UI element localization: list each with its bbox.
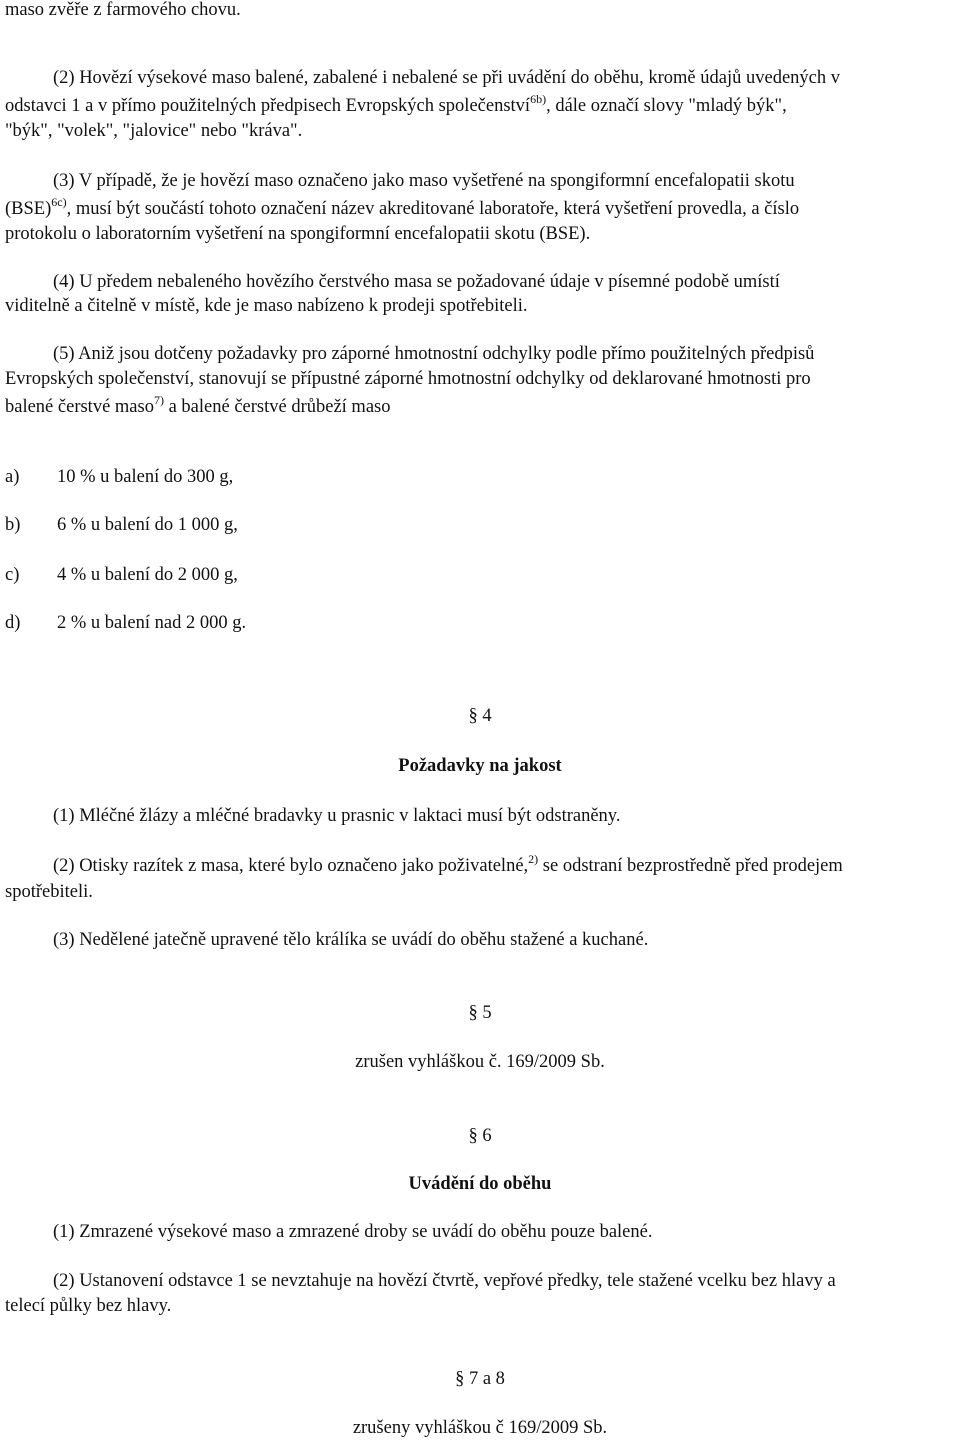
list-text: 2 % u balení nad 2 000 g.: [57, 613, 247, 633]
section-6-para-2-line-1: (2) Ustanovení odstavce 1 se nevztahuje na hovězí čtvrtě, vepřové předky, tele stažené vcelku bez hlavy a: [53, 1271, 836, 1291]
footnote-ref: 2): [528, 851, 539, 866]
footnote-ref: 6c): [51, 194, 67, 209]
list-item: [5, 613, 246, 633]
list-item: [5, 515, 238, 535]
list-letter: c): [5, 565, 20, 585]
section-6-para-1: (1) Zmrazené výsekové maso a zmrazené droby se uvádí do oběhu pouze balené.: [53, 1222, 653, 1242]
para-4-line-1: (4) U předem nebaleného hovězího čerstvého masa se požadované údaje v písemné podobě umístí: [53, 272, 780, 292]
section-4-para-2-line-2: spotřebiteli.: [5, 882, 93, 902]
section-7-8-note: zrušeny vyhláškou č 169/2009 Sb.: [352, 1418, 608, 1438]
section-4-para-3: (3) Nedělené jatečně upravené tělo králíka se uvádí do oběhu stažené a kuchané.: [53, 930, 649, 950]
section-4-heading: § 4: [468, 706, 492, 726]
para-5-line-2: Evropských společenství, stanovují se přípustné záporné hmotnostní odchylky od deklarované hmotnosti pro: [5, 369, 811, 389]
list-letter: b): [5, 515, 21, 535]
para-3-line-1: (3) V případě, že je hovězí maso označeno jako maso vyšetřené na spongiformní encefalopatii skotu: [53, 171, 795, 191]
footnote-ref: 7): [153, 392, 164, 407]
list-item: [5, 467, 233, 487]
list-text: 6 % u balení do 1 000 g,: [57, 515, 238, 535]
para-3-line-2: (BSE)$^{6c)}$, musí být součástí tohoto označení název akreditované laboratoře, která vyšetření provedla, a číslo: [5, 194, 800, 219]
list-text: 10 % u balení do 300 g,: [57, 467, 234, 487]
section-6-title: Uvádění do oběhu: [408, 1174, 552, 1194]
para-4-line-2: viditelně a čitelně v místě, kde je maso nabízeno k prodeji spotřebiteli.: [5, 296, 528, 316]
list-text: 4 % u balení do 2 000 g,: [57, 565, 238, 585]
para-2-line-1: (2) Hovězí výsekové maso balené, zabalené i nebalené se při uvádění do oběhu, kromě údajů uvedených v: [53, 68, 840, 88]
section-5-note: zrušen vyhláškou č. 169/2009 Sb.: [355, 1052, 605, 1072]
para-2-line-3: "býk", "volek", "jalovice" nebo "kráva".: [5, 121, 303, 141]
para-5-line-1: (5) Aniž jsou dotčeny požadavky pro záporné hmotnostní odchylky podle přímo použitelných předpisů: [53, 344, 815, 364]
intro-tail-line: maso zvěře z farmového chovu.: [5, 0, 241, 20]
list-item: [5, 565, 238, 585]
para-5-line-3: balené čerstvé maso$^{7)}$ a balené čerstvé drůbeží maso: [5, 392, 391, 417]
section-6-heading: § 6: [468, 1126, 492, 1146]
section-6-para-2-line-2: telecí půlky bez hlavy.: [5, 1296, 172, 1316]
section-7-8-heading: § 7 a 8: [455, 1369, 505, 1389]
para-3-line-3: protokolu o laboratorním vyšetření na spongiformní encefalopatii skotu (BSE).: [5, 224, 591, 244]
section-4-para-1: (1) Mléčné žlázy a mléčné bradavky u prasnic v laktaci musí být odstraněny.: [53, 806, 621, 826]
list-letter: d): [5, 613, 21, 633]
section-4-para-2-line-1: (2) Otisky razítek z masa, které bylo označeno jako poživatelné,$^{2)}$ se odstraní bezprostředně před prodejem: [53, 851, 843, 876]
section-4-title: Požadavky na jakost: [398, 756, 562, 776]
section-5-heading: § 5: [468, 1003, 492, 1023]
footnote-ref: 6b): [530, 91, 547, 106]
list-letter: a): [5, 467, 20, 487]
para-2-line-2: odstavci 1 a v přímo použitelných předpisech Evropských společenství$^{6b)}$, dále označí slovy "mladý býk",: [5, 91, 787, 116]
